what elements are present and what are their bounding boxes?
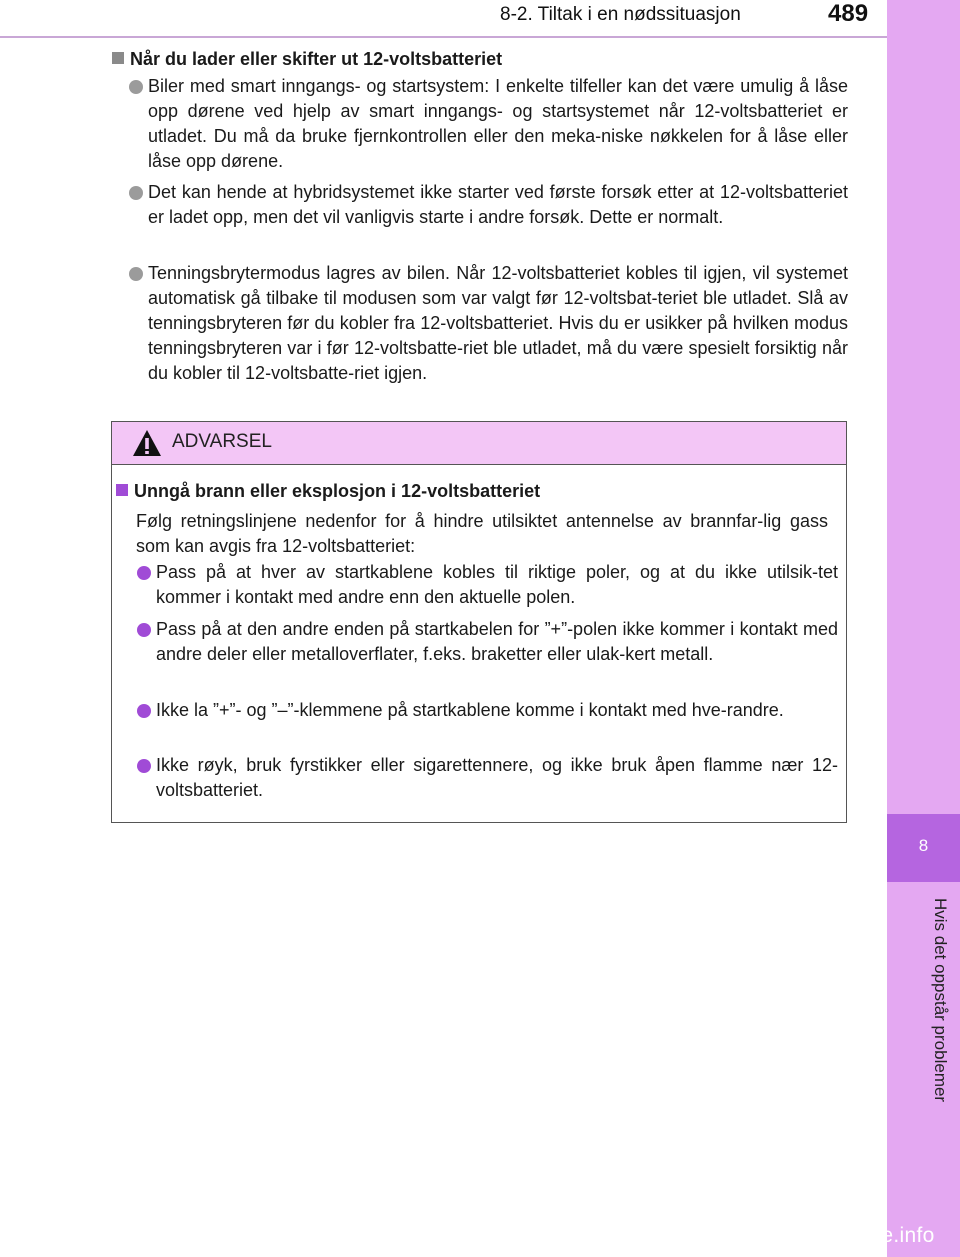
chapter-number: 8 xyxy=(918,836,929,855)
bullet-dot-icon xyxy=(129,267,143,281)
list-item: Tenningsbrytermodus lagres av bilen. Når 12-voltsbatteriet kobles til igjen, vil systemet automatisk gå tilbake til modusen som var valgt før 12-voltsbat-teriet ble utladet. Slå av tenningsbryteren før du kobler fra 12-voltsbatteriet. Hvis du er usikker på hvilken modus tenningsbryteren var i før 12-voltsbatte-riet ble utladet, må du være spesielt forsiktig når du kobler til 12-voltsbatte-riet igjen. xyxy=(148,263,848,383)
warning-intro: Følg retningslinjene nedenfor for å hindre utilsiktet antennelse av brannfar-lig gass som kan avgis fra 12-voltsbatteriet: xyxy=(136,511,828,556)
page-number: 489 xyxy=(828,0,869,27)
bullet-dot-icon xyxy=(137,566,151,580)
bullet-dot-icon xyxy=(137,623,151,637)
list-item: Det kan hende at hybridsystemet ikke starter ved første forsøk etter at 12-voltsbatteriet er ladet opp, men det vil vanligvis starte i andre forsøk. Dette er normalt. xyxy=(148,182,848,227)
watermark: carmanualsonline.info xyxy=(724,1224,935,1247)
warning-subheading: Unngå brann eller eksplosjon i 12-voltsbatteriet xyxy=(116,481,540,502)
header-divider xyxy=(0,36,887,38)
list-item: Pass på at den andre enden på startkabelen for ”+”-polen ikke kommer i kontakt med andre deler eller metalloverflater, f.eks. braketter eller ulak-kert metall. xyxy=(156,619,838,664)
square-bullet-icon xyxy=(116,484,128,496)
list-item: Ikke røyk, bruk fyrstikker eller sigarettennere, og ikke bruk åpen flamme nær 12-voltsbatteriet. xyxy=(156,755,838,800)
list-item: Biler med smart inngangs- og startsystem: I enkelte tilfeller kan det være umulig å låse opp dørene ved hjelp av smart inngangs- og startsystemet når 12-voltsbatteriet er utladet. Du må da bruke fjernkontrollen eller den meka-niske nøkkelen for å låse eller låse opp dørene. xyxy=(148,76,848,171)
list-item: Ikke la ”+”- og ”–”-klemmene på startkablene komme i kontakt med hve-randre. xyxy=(156,700,784,720)
bullet-dot-icon xyxy=(137,704,151,718)
warning-title: ADVARSEL xyxy=(172,431,272,452)
section-title: 8-2. Tiltak i en nødssituasjon xyxy=(500,4,741,25)
chapter-title: Hvis det oppstår problemer xyxy=(931,898,950,1103)
list-item: Pass på at hver av startkablene kobles til riktige poler, og at du ikke utilsik-tet kommer i kontakt med andre enn den aktuelle polen. xyxy=(156,562,838,607)
warning-header xyxy=(112,422,846,465)
bullet-dot-icon xyxy=(129,186,143,200)
section-heading: Når du lader eller skifter ut 12-voltsbatteriet xyxy=(112,49,502,70)
bullet-dot-icon xyxy=(129,80,143,94)
warning-triangle-icon xyxy=(132,429,162,457)
bullet-dot-icon xyxy=(137,759,151,773)
square-bullet-icon xyxy=(112,52,124,64)
